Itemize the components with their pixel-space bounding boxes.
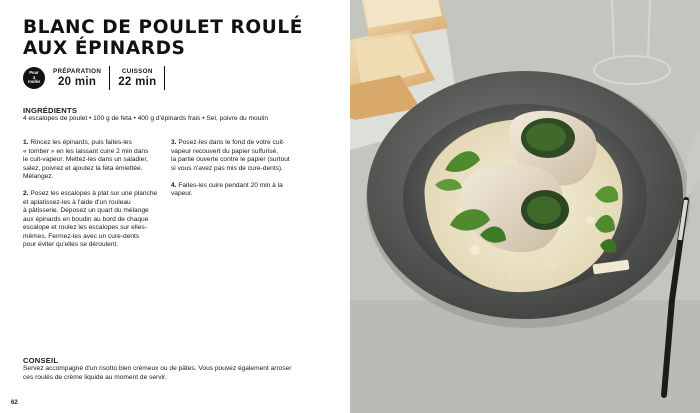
step-3: 3. Posez-les dans le fond de votre cuit- vapeur recouvert du papier sulfurisé, la partie ouverte contre le papier (surtout si vous n'avez pas mis de cure-dents). [171,139,290,172]
preparation-label: PRÉPARATION [53,67,102,75]
step-4: 4. Faites-les cuire pendant 20 min à la vapeur. [171,181,283,197]
portion-badge: Pour 4 roulés [23,67,45,89]
conseil-text: Servez accompagné d'un risotto bien crémeux ou de pâtes. Vous pouvez également arroser ces roulés de crème liquide au moment de servir. [23,365,292,381]
ingredients-text: 4 escalopes de poulet • 100 g de feta • 400 g d'épinards frais • Sel, poivre du moulin [23,115,268,122]
preparation-time [53,66,110,90]
title-line-1: BLANC DE POULET ROULÉ [23,17,303,38]
cuisson-time [118,66,165,90]
page-number: 62 [11,400,18,406]
dish-illustration [350,0,700,413]
steps-column-1 [23,139,163,258]
preparation-value: 20 min [57,75,97,88]
recipe-title [23,17,343,59]
conseil-heading: CONSEIL [23,356,59,365]
dish-photo [350,0,700,413]
cuisson-value: 22 min [118,75,157,88]
recipe-meta [23,66,165,90]
steps-column-2 [171,139,321,207]
cuisson-label: CUISSON [121,67,153,75]
step-1: 1. Rincez les épinards, puis faites-les « tomber » en les laissant cuire 2 min dans le cuit-vapeur. Mettez-les dans un saladier, salez, poivrez et ajoutez la feta émiettée. Mélangez. [23,139,149,180]
step-2: 2. Posez les escalopes à plat sur une planche et aplatissez-les à l'aide d'un rouleau à pâtisserie. Déposez un quart du mélange aux épinards en boudin au bord de chaque escalope et roulez les escalopes sur elles- mêmes. Fermez-les avec un cure-dents pour éviter qu'elles se déroulent. [23,190,158,248]
title-line-2: AUX ÉPINARDS [23,38,186,59]
ingredients-heading: INGRÉDIENTS [23,106,78,115]
